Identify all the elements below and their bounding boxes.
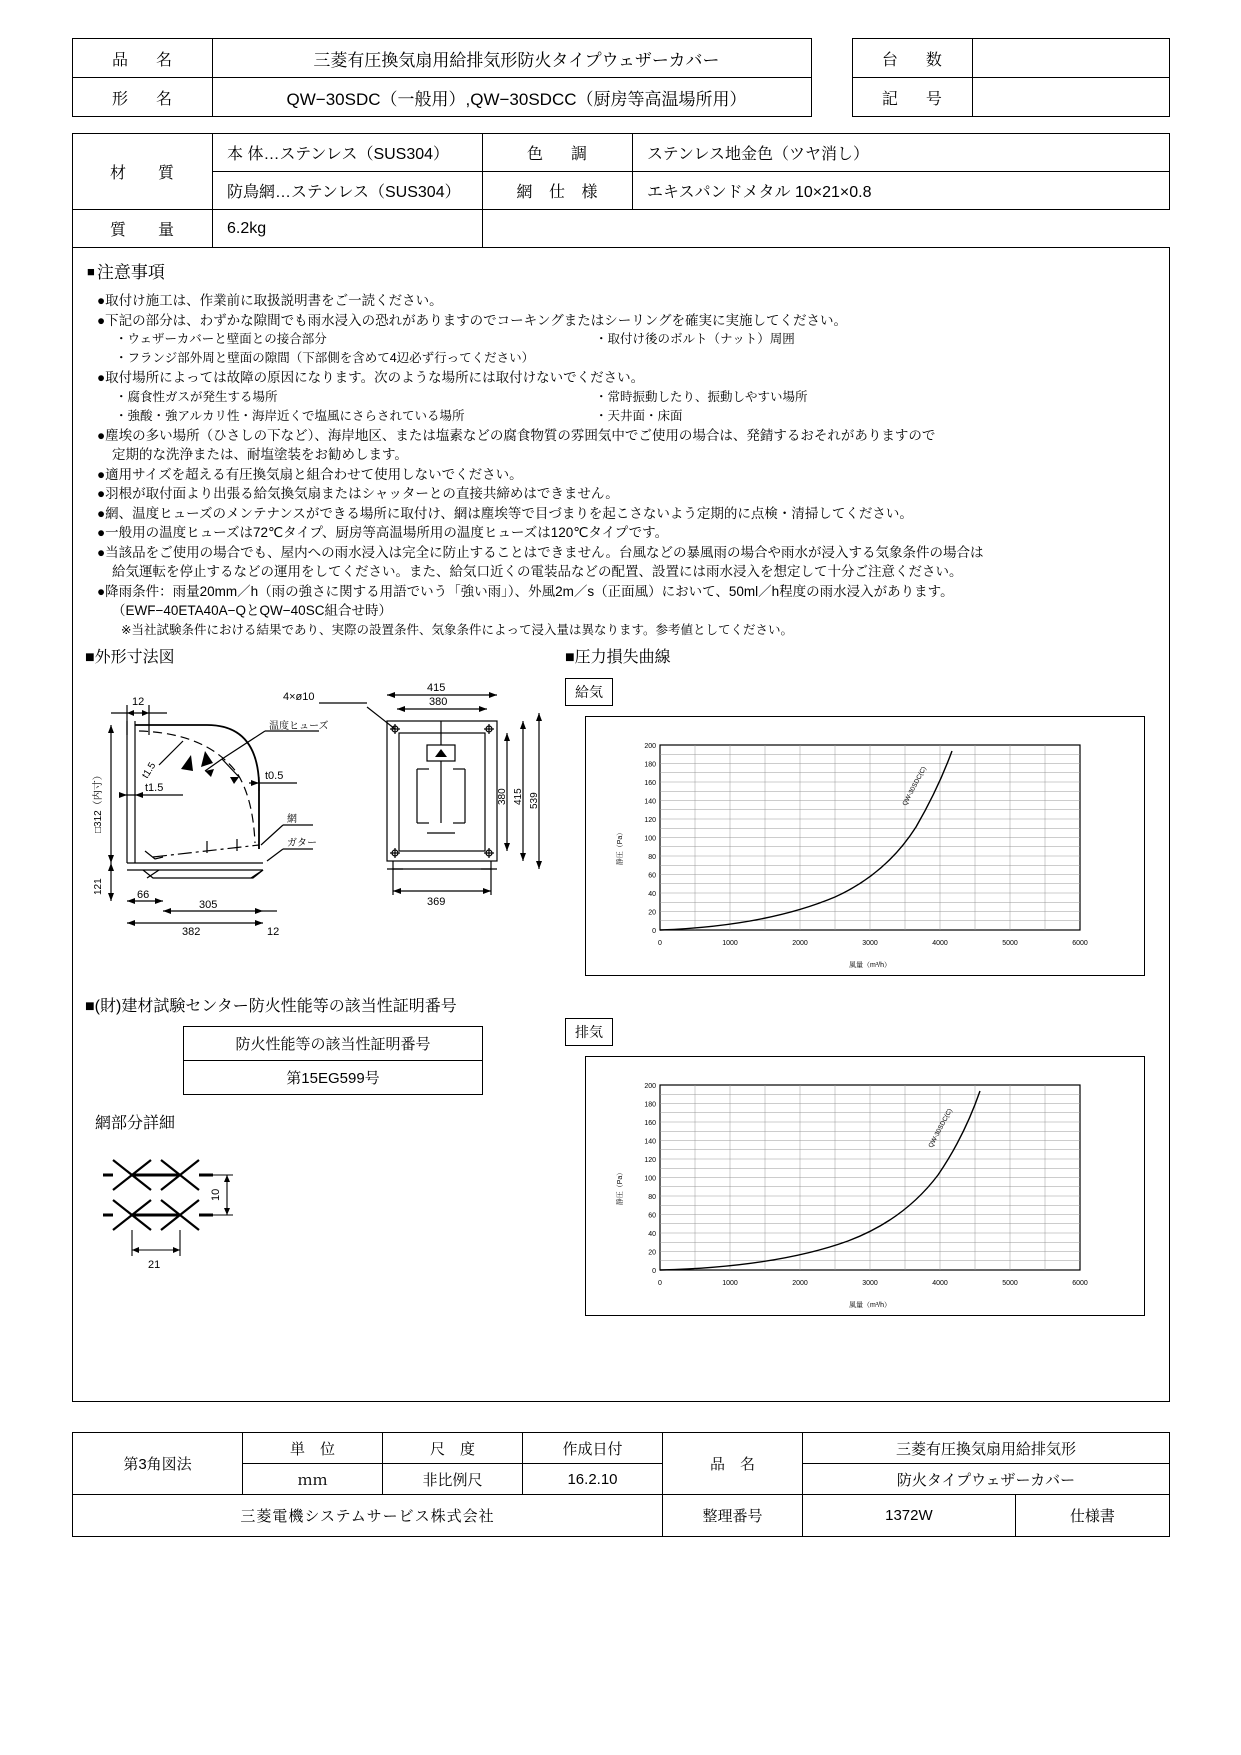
dim-label-415-top: 415 — [427, 682, 446, 694]
bullet-square-icon: ■ — [87, 264, 95, 279]
svg-text:120: 120 — [644, 1157, 656, 1164]
weight-label: 質 量 — [73, 210, 213, 248]
supply-series-label: QW-30SDC(C) — [901, 765, 928, 808]
svg-text:0: 0 — [658, 940, 662, 947]
note-item: ・ウェザーカバーと壁面との接合部分 ・取付け後のボルト（ナット）周囲 — [115, 332, 795, 346]
note-item: ・強酸・強アルカリ性・海岸近くで塩風にさらされている場所 ・天井面・床面 — [115, 408, 683, 423]
svg-text:1000: 1000 — [722, 940, 738, 947]
mesh-width-label: 21 — [148, 1259, 161, 1268]
note-item: ●網、温度ヒューズのメンテナンスができる場所に取付け、網は塵埃等で目づまりを起こさないよう定期的に点検・清掃してください。 — [97, 505, 913, 521]
dimension-drawing — [87, 673, 557, 933]
svg-text:5000: 5000 — [1002, 1280, 1018, 1287]
dim-label-t05: t0.5 — [265, 770, 284, 782]
symbol-value — [972, 78, 1169, 117]
bullet-square-icon: ■ — [565, 649, 575, 666]
svg-text:4000: 4000 — [932, 1280, 948, 1287]
svg-text:2000: 2000 — [792, 1280, 808, 1287]
exhaust-air-tag: 排気 — [565, 1018, 613, 1046]
svg-text:60: 60 — [648, 1212, 656, 1220]
dim-label-12-top: 12 — [132, 696, 145, 708]
note-item: ●取付場所によっては故障の原因になります。次のような場所には取付けないでください。 — [97, 370, 645, 385]
footer-product-line1: 三菱有圧換気扇用給排気形 — [803, 1433, 1170, 1464]
notes-section — [85, 258, 1155, 640]
certificate-title: ■(財)建材試験センター防火性能等の該当性証明番号 — [85, 998, 457, 1015]
note-item: 定期的な洗浄または、耐塩塗装をお勧めします。 — [112, 447, 408, 462]
certificate-table — [183, 1026, 483, 1095]
note-item: ●一般用の温度ヒューズは72℃タイプ、厨房等高温場所用の温度ヒューズは120℃タイプです。 — [97, 525, 669, 540]
note-item: ●適用サイズを超える有圧換気扇と組合わせて使用しないでください。 — [97, 466, 523, 482]
svg-text:40: 40 — [648, 1231, 656, 1238]
material-table — [72, 133, 1170, 248]
company-name: 三菱電機システムサービス株式会社 — [73, 1495, 663, 1537]
unit-value: ｍｍ — [243, 1464, 383, 1495]
note-item: ●降雨条件：雨量20mm／h（雨の強さに関する用語でいう「強い雨」）、外風2m／s（正面風）において、50ml／h程度の雨水浸入があります。 — [97, 583, 954, 599]
dim-label-380-right: 380 — [497, 788, 508, 805]
doc-type-value: 仕様書 — [1069, 1508, 1115, 1525]
mesh-spec-value: エキスパンドメタル 10×21×0.8 — [633, 172, 1170, 210]
supply-x-axis-label: 風量（m³/h） — [849, 962, 891, 969]
table-row — [73, 39, 812, 78]
model-name-label: 形 名 — [73, 78, 213, 117]
note-item: ・腐食性ガスが発生する場所 ・常時振動したり、振動しやすい場所 — [115, 389, 808, 404]
dimension-drawing-title: ■外形寸法図 — [85, 649, 175, 666]
table-row — [853, 39, 1170, 78]
mesh-height-label: 10 — [210, 1188, 222, 1201]
exhaust-y-axis-label: 静圧（Pa） — [617, 1168, 624, 1206]
net-material-value: 防鳥網…ステンレス（SUS304） — [213, 172, 483, 210]
symbol-label: 記 号 — [853, 78, 973, 117]
material-label: 材 質 — [73, 134, 213, 210]
svg-text:140: 140 — [644, 1138, 656, 1146]
table-row — [73, 172, 1170, 210]
product-name-label: 品 名 — [73, 39, 213, 78]
spacer-cell — [633, 210, 1170, 248]
note-item: ●下記の部分は、わずかな隙間でも雨水浸入の恐れがありますのでコーキングまたはシーリングを確実に実施してください。 — [97, 312, 847, 328]
note-item: ※当社試験条件における結果であり、実際の設置条件、気象条件によって浸入量は異なります。参考値としてください。 — [121, 622, 793, 637]
certificate-table-header: 防火性能等の該当性証明番号 — [184, 1027, 483, 1061]
svg-text:60: 60 — [648, 872, 656, 880]
doc-no-label: 整理番号 — [663, 1495, 803, 1537]
note-item: ●当該品をご使用の場合でも、屋内への雨水浸入は完全に防止することはできません。台風などの暴風雨の場合や雨水が浸入する気象条件の場合は — [97, 544, 984, 560]
svg-text:40: 40 — [648, 891, 656, 898]
supply-y-axis-label: 静圧（Pa） — [617, 828, 624, 866]
mesh-spec-label: 網 仕 様 — [483, 172, 633, 210]
footer-product-label: 品 名 — [663, 1433, 803, 1495]
svg-text:100: 100 — [644, 1175, 656, 1183]
unit-label: 単 位 — [243, 1433, 383, 1464]
svg-text:140: 140 — [644, 798, 656, 806]
table-row — [73, 78, 812, 117]
header-tables — [72, 38, 1170, 116]
svg-text:1000: 1000 — [722, 1280, 738, 1287]
dim-label-415-right: 415 — [513, 788, 524, 805]
svg-text:0: 0 — [652, 1268, 656, 1275]
svg-text:80: 80 — [648, 1194, 656, 1201]
table-row — [803, 1495, 1169, 1536]
svg-text:20: 20 — [648, 1249, 656, 1257]
note-item: ●羽根が取付面より出張る給気換気扇またはシャッターとの直接共締めはできません。 — [97, 486, 619, 501]
supply-pressure-chart — [585, 716, 1145, 976]
dim-label-121: 121 — [93, 878, 104, 895]
color-label: 色 調 — [483, 134, 633, 172]
model-name-value: QW−30SDC（一般用）,QW−30SDCC（厨房等高温場所用） — [213, 78, 812, 117]
dim-label-net: 網 — [287, 814, 297, 825]
bullet-square-icon: ■ — [85, 998, 95, 1015]
svg-text:100: 100 — [644, 835, 656, 843]
date-value: 16.2.10 — [523, 1464, 663, 1495]
product-info-table — [72, 38, 812, 117]
note-item: ●塵埃の多い場所（ひさしの下など）、海岸地区、または塩素などの腐食物質の雰囲気中でご使用の場合は、発錆するおそれがありますので — [97, 427, 936, 443]
svg-text:200: 200 — [644, 743, 656, 750]
svg-text:0: 0 — [658, 1280, 662, 1287]
bullet-square-icon: ■ — [85, 649, 95, 666]
footer-table — [72, 1432, 1170, 1537]
color-value: ステンレス地金色（ツヤ消し） — [633, 134, 1170, 172]
doc-no-value: 1372W — [803, 1495, 1015, 1536]
footer-product-line2: 防火タイプウェザーカバー — [803, 1464, 1170, 1495]
svg-text:200: 200 — [644, 1083, 656, 1090]
note-item: 給気運転を停止するなどの運用をしてください。また、給気口近くの電装品などの配置、設置には雨水浸入を想定して十分ご注意ください。 — [112, 564, 963, 579]
note-item: （EWF−40ETA40A−QとQW−40SC組合せ時） — [112, 603, 392, 618]
weight-value: 6.2kg — [213, 210, 483, 248]
exhaust-pressure-chart — [585, 1056, 1145, 1316]
pressure-curve-title: ■圧力損失曲線 — [565, 649, 671, 666]
scale-label: 尺 度 — [383, 1433, 523, 1464]
dim-label-fuse: 温度ヒューズ — [269, 721, 329, 732]
qty-symbol-table — [852, 38, 1170, 117]
note-item: ・フランジ部外周と壁面の隙間（下部側を含めて4辺必ず行ってください） — [115, 351, 535, 365]
svg-text:80: 80 — [648, 854, 656, 861]
dim-label-305: 305 — [199, 899, 218, 911]
svg-text:20: 20 — [648, 909, 656, 917]
product-name-value: 三菱有圧換気扇用給排気形防火タイプウェザーカバー — [213, 39, 812, 78]
svg-text:3000: 3000 — [862, 1280, 878, 1287]
dim-label-380-top: 380 — [429, 696, 448, 708]
dim-label-t15: t1.5 — [145, 782, 164, 794]
certificate-number: 第15EG599号 — [184, 1061, 483, 1095]
table-row — [73, 1433, 1170, 1464]
dim-label-312: □312（内寸） — [93, 770, 104, 833]
table-row — [73, 210, 1170, 248]
svg-text:160: 160 — [644, 1120, 656, 1127]
svg-text:5000: 5000 — [1002, 940, 1018, 947]
table-row — [73, 1495, 1170, 1537]
qty-label: 台 数 — [853, 39, 973, 78]
table-row — [853, 78, 1170, 117]
mesh-detail-drawing — [103, 1138, 333, 1268]
body-material-value: 本 体…ステンレス（SUS304） — [213, 134, 483, 172]
svg-text:160: 160 — [644, 780, 656, 787]
svg-text:120: 120 — [644, 817, 656, 824]
exhaust-x-axis-label: 風量（m³/h） — [849, 1302, 891, 1309]
dim-label-539-right: 539 — [529, 792, 540, 809]
dim-label-t15-slant: t1.5 — [140, 760, 159, 781]
dim-label-holes: 4×ø10 — [283, 691, 315, 703]
projection-method: 第3角図法 — [73, 1433, 243, 1495]
svg-text:6000: 6000 — [1072, 1280, 1088, 1287]
dim-label-369: 369 — [427, 896, 446, 908]
table-row — [184, 1027, 483, 1061]
svg-text:180: 180 — [644, 761, 656, 769]
table-row — [73, 134, 1170, 172]
date-label: 作成日付 — [523, 1433, 663, 1464]
svg-text:3000: 3000 — [862, 940, 878, 947]
dim-label-12-bottom: 12 — [267, 926, 280, 935]
doc-no-cell — [803, 1495, 1170, 1537]
note-item: ●取付け施工は、作業前に取扱説明書をご一読ください。 — [97, 293, 443, 308]
svg-text:6000: 6000 — [1072, 940, 1088, 947]
exhaust-series-label: QW-30SDC(C) — [927, 1107, 954, 1150]
svg-text:2000: 2000 — [792, 940, 808, 947]
table-row — [184, 1061, 483, 1095]
dim-label-382: 382 — [182, 926, 201, 935]
mesh-detail-title: 網部分詳細 — [95, 1115, 176, 1132]
dim-label-66: 66 — [137, 889, 150, 901]
supply-air-tag: 給気 — [565, 678, 613, 706]
svg-text:0: 0 — [652, 928, 656, 935]
svg-text:4000: 4000 — [932, 940, 948, 947]
main-content-box — [72, 247, 1170, 1402]
notes-title: ■ 注意事項 — [87, 263, 165, 282]
spacer-cell — [483, 210, 633, 248]
svg-text:180: 180 — [644, 1101, 656, 1109]
dim-label-gutter: ガター — [287, 838, 317, 849]
qty-value — [972, 39, 1169, 78]
scale-value: 非比例尺 — [383, 1464, 523, 1495]
